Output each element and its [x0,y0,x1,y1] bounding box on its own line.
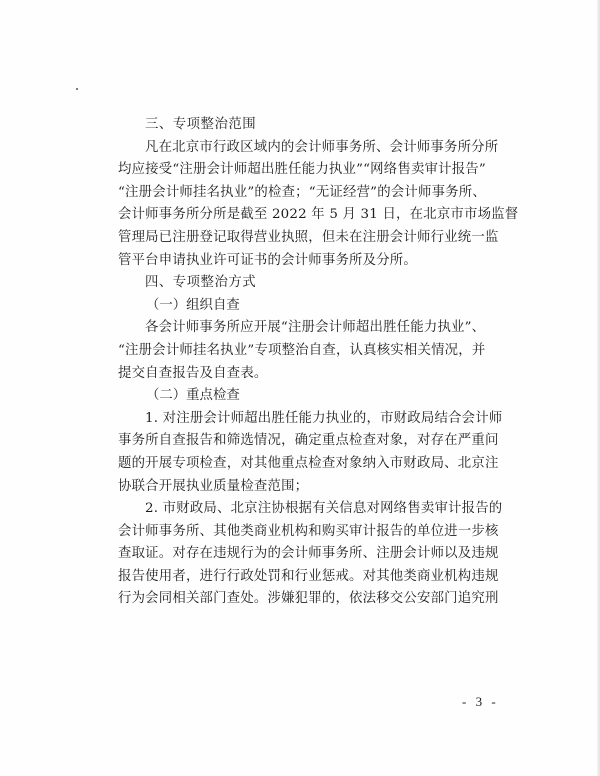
subsection-heading: （一）组织自查 [146,297,240,313]
subsection-heading: （二）重点检查 [146,388,240,404]
paragraph-line: 会计师事务所、其他类商业机构和购买审计报告的单位进一步核 [118,523,499,539]
page-number: - 3 - [462,694,499,709]
paragraph-line: 提交自查报告及自查表。 [118,365,268,381]
paragraph-line: 事务所自查报告和筛选情况，确定重点检查对象，对存在严重问 [118,433,499,449]
paragraph-line: 题的开展专项检查，对其他重点检查对象纳入市财政局、北京注 [118,455,499,471]
paragraph-line: 管平台申请执业许可证书的会计师事务所及分所。 [118,252,417,268]
paragraph-line: 1. 对注册会计师超出胜任能力执业的，市财政局结合会计师 [145,410,503,426]
document-body [118,114,519,611]
paragraph-line: 管理局已注册登记取得营业执照，但未在注册会计师行业统一监 [118,229,499,245]
paragraph-line: 均应接受“注册会计师超出胜任能力执业”“网络售卖审计报告” [118,162,486,178]
paragraph-line: 会计师事务所分所是截至 2022 年 5 月 31 日，在北京市市场监督 [118,207,519,223]
scan-speck [76,88,78,90]
paragraph-line: “注册会计师挂名执业”专项整治自查，认真核实相关情况，并 [118,342,486,358]
paragraph-line: 协联合开展执业质量检查范围； [118,478,309,494]
section-heading: 四、专项整治方式 [145,275,257,291]
paragraph-line: 各会计师事务所应开展“注册会计师超出胜任能力执业”、 [145,320,486,336]
paragraph-line: 查取证。对存在违规行为的会计师事务所、注册会计师以及违规 [118,546,499,562]
section-heading: 三、专项整治范围 [145,117,257,132]
paragraph-line: 2. 市财政局、北京注协根据有关信息对网络售卖审计报告的 [145,501,503,517]
paragraph-line: 凡在北京市行政区域内的会计师事务所、会计师事务所分所 [145,139,499,155]
paragraph-line: 行为会同相关部门查处。涉嫌犯罪的，依法移交公安部门追究刑 [118,591,499,607]
paragraph-line: “注册会计师挂名执业”的检查；“无证经营”的会计师事务所、 [118,184,486,200]
paragraph-line: 报告使用者，进行行政处罚和行业惩戒。对其他类商业机构违规 [118,568,499,584]
